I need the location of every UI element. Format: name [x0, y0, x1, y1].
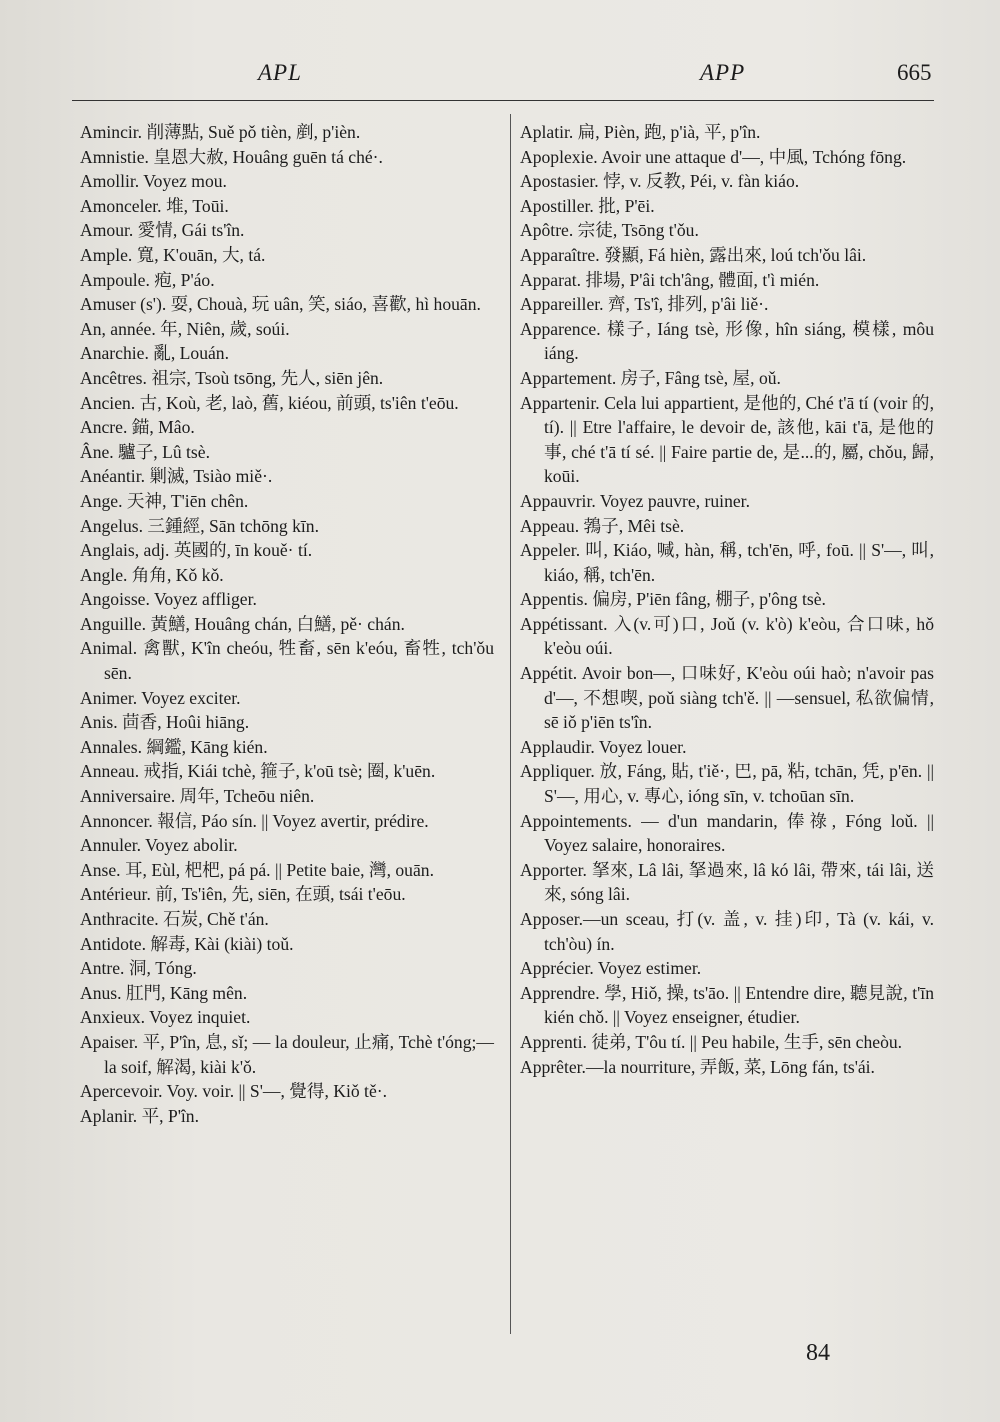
- dictionary-entry: Âne. 驢子, Lû tsè.: [80, 441, 210, 462]
- dictionary-entry: Ange. 天神, T'iēn chên.: [80, 490, 249, 511]
- dictionary-entry: Apprenti. 徒弟, T'ôu tí. || Peu habile, 生手, sēn cheòu.: [520, 1031, 903, 1052]
- dictionary-entry: Anarchie. 亂, Louán.: [80, 343, 230, 364]
- dictionary-entry: Annuler. Voyez abolir.: [80, 835, 238, 856]
- dictionary-entry: Anguille. 黃鱔, Houâng chán, 白鱔, pě· chán.: [80, 613, 405, 634]
- dictionary-entry: Anneau. 戒指, Kiái tchè, 箍子, k'oū tsè; 圈, k'uēn.: [80, 761, 436, 782]
- dictionary-entry: Amnistie. 皇恩大赦, Houâng guēn tá ché·.: [80, 146, 383, 167]
- dictionary-entry: Appétissant. 入(v.可)口, Joǔ (v. k'ò) k'eòu, 合口味, hǒ k'eòu oúi.: [520, 613, 934, 659]
- dictionary-entry: Appareiller. 齊, Ts'î, 排列, p'âi liě·.: [520, 294, 769, 315]
- dictionary-entry: Antre. 洞, Tóng.: [80, 958, 197, 979]
- dictionary-entry: Amincir. 削薄點, Suě pǒ tièn, 剷, p'ièn.: [80, 122, 361, 142]
- dictionary-entry: Antidote. 解毒, Kài (kiài) toǔ.: [80, 933, 294, 954]
- dictionary-entry: Appeau. 鵓子, Mêi tsè.: [520, 515, 685, 536]
- dictionary-entry: Apostasier. 悖, v. 反教, Péi, v. fàn kiáo.: [520, 171, 800, 192]
- signature-mark: 84: [806, 1340, 830, 1366]
- dictionary-entry: Apparaître. 發顯, Fá hièn, 露出來, loú tch'ǒu lâi.: [520, 244, 867, 265]
- dictionary-entry: Apaiser. 平, P'în, 息, sǐ; — la douleur, 止痛, Tchè t'óng;—la soif, 解渴, kiài k'ǒ.: [80, 1031, 494, 1077]
- dictionary-entry: Aplatir. 扁, Pièn, 跑, p'ià, 平, p'în.: [520, 122, 761, 142]
- dictionary-entry: Amuser (s'). 耍, Chouà, 玩 uân, 笑, siáo, 喜歡, hì houān.: [80, 294, 481, 315]
- dictionary-entry: Apprécier. Voyez estimer.: [520, 958, 702, 979]
- dictionary-entry: Annoncer. 報信, Páo sín. || Voyez avertir, prédire.: [80, 810, 429, 831]
- dictionary-entry: Ancre. 錨, Mâo.: [80, 417, 195, 438]
- dictionary-entry: Apôtre. 宗徒, Tsōng t'ǒu.: [520, 220, 699, 241]
- dictionary-entry: Appeler. 叫, Kiáo, 喊, hàn, 稱, tch'ēn, 呼, foū. || S'—, 叫, kiáo, 稱, tch'ēn.: [520, 540, 934, 585]
- right-column: [520, 120, 934, 1079]
- page-number: 665: [897, 60, 932, 85]
- dictionary-entry: Angelus. 三鍾經, Sān tchōng kīn.: [80, 515, 319, 536]
- dictionary-entry: Apoplexie. Avoir une attaque d'—, 中風, Tchóng fōng.: [520, 146, 907, 167]
- dictionary-entry: Apprêter.—la nourriture, 弄飯, 菜, Lōng fán, ts'ái.: [520, 1056, 875, 1077]
- dictionary-entry: Angle. 角角, Kǒ kǒ.: [80, 564, 224, 585]
- dictionary-entry: Aplanir. 平, P'în.: [80, 1105, 199, 1126]
- dictionary-entry: Antérieur. 前, Ts'iên, 先, siēn, 在頭, tsái t'eōu.: [80, 884, 406, 905]
- dictionary-entry: Anis. 茴香, Hoûi hiāng.: [80, 712, 250, 733]
- dictionary-entry: Anniversaire. 周年, Tcheōu niên.: [80, 786, 315, 807]
- dictionary-entry: Appauvrir. Voyez pauvre, ruiner.: [520, 490, 750, 511]
- dictionary-entry: Apposer.—un sceau, 打(v. 盖, v. 挂)印, Tà (v. kái, v. tch'òu) ín.: [520, 909, 934, 954]
- dictionary-entry: Appointements. — d'un mandarin, 俸祿, Fóng loǔ. || Voyez salaire, honoraires.: [520, 810, 934, 856]
- dictionary-entry: Amollir. Voyez mou.: [80, 171, 227, 192]
- dictionary-entry: An, année. 年, Niên, 歲, soúi.: [80, 318, 290, 339]
- dictionary-entry: Appliquer. 放, Fáng, 貼, t'iě·, 巴, pā, 粘, tchān, 凭, p'ēn. || S'—, 用心, v. 專心, ióng sīn, v. tchoūan sīn.: [520, 761, 934, 807]
- dictionary-entry: Annales. 綱鑑, Kāng kién.: [80, 736, 268, 757]
- dictionary-entry: Ancien. 古, Koù, 老, laò, 舊, kiéou, 前頭, ts'iên t'eōu.: [80, 392, 459, 413]
- dictionary-entry: Apparence. 樣子, Iáng tsè, 形像, hîn siáng, 模樣, môu iáng.: [520, 318, 934, 364]
- left-column: [80, 120, 494, 1128]
- dictionary-entry: Animer. Voyez exciter.: [80, 687, 241, 708]
- dictionary-entry: Appartement. 房子, Fâng tsè, 屋, oǔ.: [520, 367, 781, 388]
- dictionary-entry: Apercevoir. Voy. voir. || S'—, 覺得, Kiǒ tě·.: [80, 1081, 388, 1102]
- dictionary-entry: Ample. 寬, K'ouān, 大, tá.: [80, 244, 266, 265]
- dictionary-entry: Ampoule. 疱, P'áo.: [80, 269, 215, 290]
- dictionary-entry: Ancêtres. 祖宗, Tsoù tsōng, 先人, siēn jên.: [80, 367, 384, 388]
- dictionary-entry: Amonceler. 堆, Toūi.: [80, 195, 229, 216]
- dictionary-entry: Anxieux. Voyez inquiet.: [80, 1007, 251, 1028]
- dictionary-entry: Anglais, adj. 英國的, īn kouě· tí.: [80, 540, 313, 561]
- running-head-left: APL: [258, 60, 302, 85]
- dictionary-entry: Applaudir. Voyez louer.: [520, 736, 687, 757]
- dictionary-entry: Apostiller. 批, P'ēi.: [520, 195, 655, 216]
- dictionary-entry: Animal. 禽獸, K'în cheóu, 牲畜, sēn k'eóu, 畜牲, tch'ǒu sēn.: [80, 638, 494, 684]
- dictionary-entry: Apporter. 拏來, Lâ lâi, 拏過來, lâ kó lâi, 帶來, tái lâi, 送來, sóng lâi.: [520, 859, 934, 905]
- dictionary-entry: Amour. 愛情, Gái ts'în.: [80, 220, 245, 241]
- dictionary-entry: Appentis. 偏房, P'iēn fâng, 棚子, p'ông tsè.: [520, 589, 826, 610]
- column-divider: [510, 114, 511, 1334]
- dictionary-entry: Anus. 肛門, Kāng mên.: [80, 982, 248, 1003]
- dictionary-entry: Apparat. 排場, P'âi tch'âng, 體面, t'ì mién.: [520, 269, 820, 290]
- dictionary-entry: Anse. 耳, Eùl, 杷杷, pá pá. || Petite baie, 灣, ouān.: [80, 859, 434, 880]
- dictionary-entry: Anéantir. 剿滅, Tsiào miě·.: [80, 466, 273, 487]
- dictionary-entry: Angoisse. Voyez affliger.: [80, 589, 257, 610]
- running-head-right: APP: [700, 60, 746, 85]
- dictionary-entry: Apprendre. 學, Hiǒ, 操, ts'āo. || Entendre dire, 聽見說, t'īn kién chǒ. || Voyez enseigner, étudier.: [520, 982, 934, 1028]
- header-rule: [72, 100, 934, 101]
- dictionary-entry: Anthracite. 石炭, Chě t'án.: [80, 909, 269, 929]
- dictionary-entry: Appartenir. Cela lui appartient, 是他的, Ché t'ā tí (voir 的, tí). || Etre l'affaire, le devoir de, 該他, kāi t'ā, 是他的事, ché t'ā tí sé. || Faire partie de, 是...的, 屬, chǒu, 歸, koūi.: [520, 392, 934, 487]
- dictionary-entry: Appétit. Avoir bon—, 口味好, K'eòu oúi haò; n'avoir pas d'—, 不想喫, poǔ siàng tch'ě. || —sensuel, 私欲偏情, sē iǒ p'iēn ts'în.: [520, 663, 934, 733]
